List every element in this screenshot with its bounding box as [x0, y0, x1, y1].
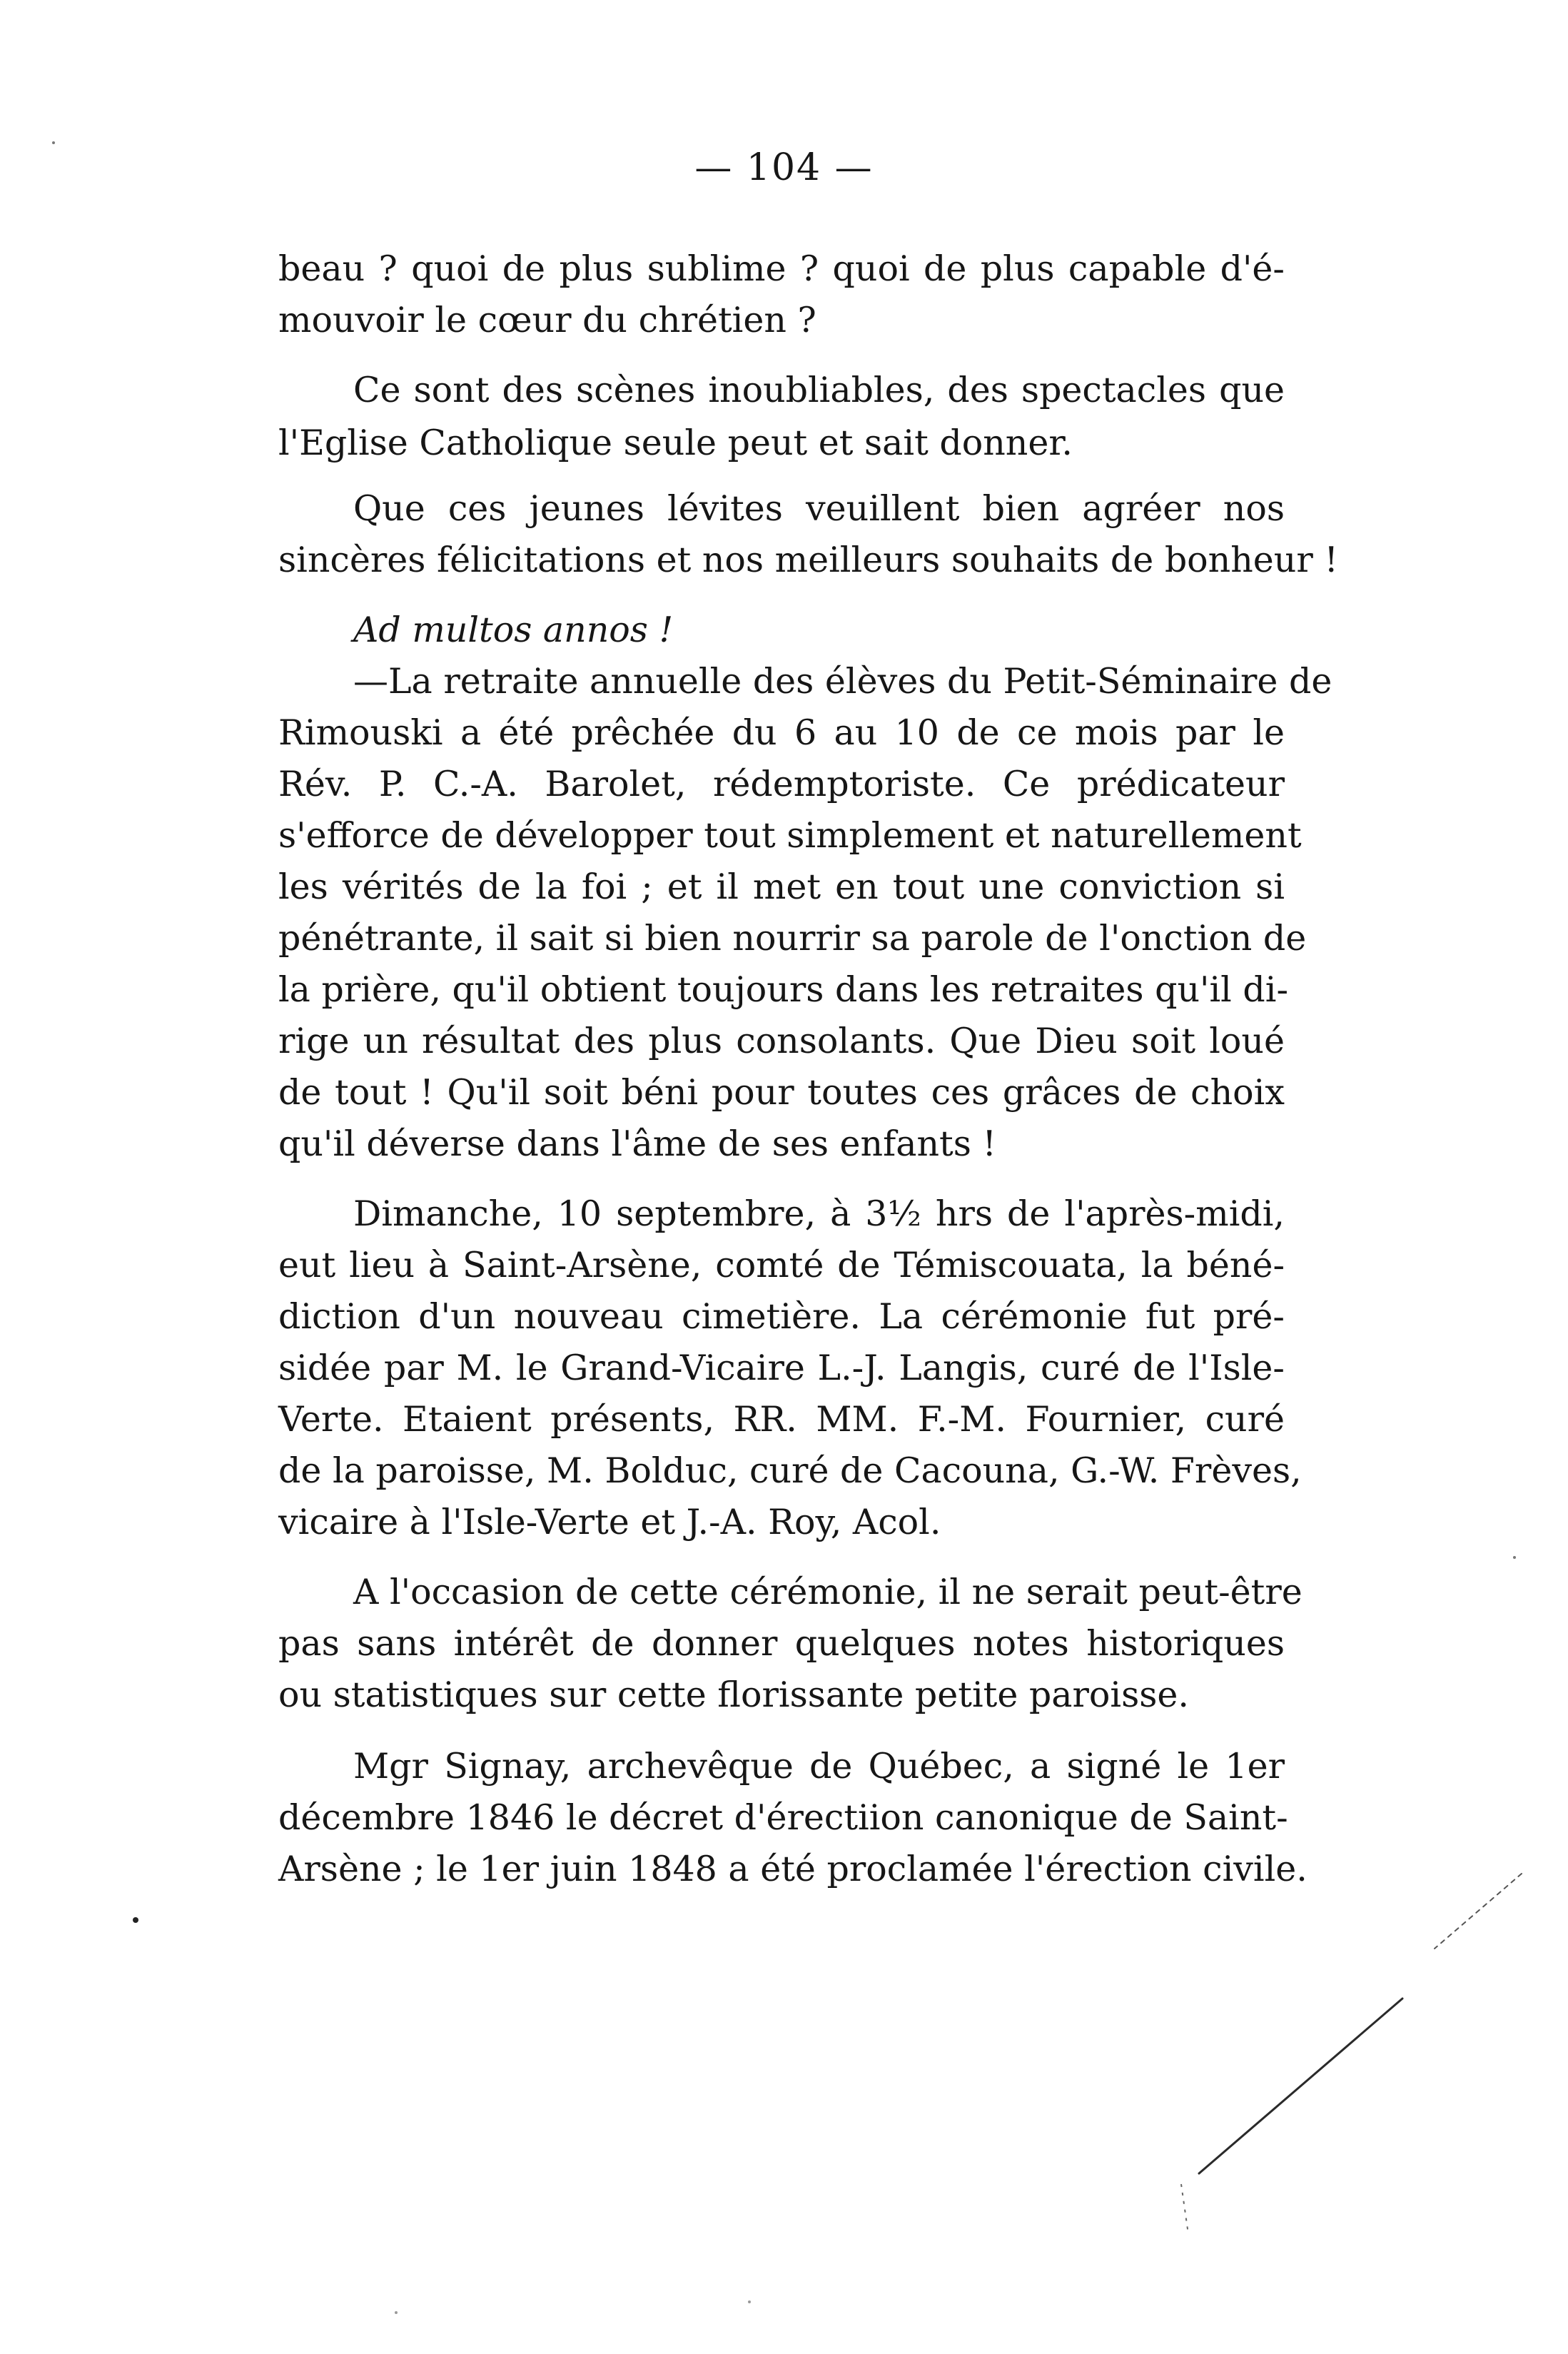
text-line: la prière, qu'il obtient toujours dans les retraites qu'il di- [278, 969, 1288, 1010]
text-line: les vérités de la foi ; et il met en tout une conviction si [278, 867, 1285, 907]
text-line: Que ces jeunes lévites veuillent bien agréer nos [353, 488, 1285, 529]
text-line: A l'occasion de cette cérémonie, il ne serait peut-être [353, 1572, 1303, 1612]
text-line: l'Eglise Catholique seule peut et sait donner. [278, 423, 1073, 463]
text-line: sincères félicitations et nos meilleurs souhaits de bonheur ! [278, 540, 1339, 580]
text-line: rige un résultat des plus consolants. Que Dieu soit loué [278, 1021, 1285, 1061]
text-line: qu'il déverse dans l'âme de ses enfants ! [278, 1123, 997, 1164]
text-line: Ce sont des scènes inoubliables, des spectacles que [353, 370, 1285, 410]
text-line: s'efforce de développer tout simplement et naturellement [278, 815, 1302, 856]
text-line: de tout ! Qu'il soit béni pour toutes ces grâces de choix [278, 1072, 1285, 1113]
text-line: beau ? quoi de plus sublime ? quoi de plus capable d'é- [278, 248, 1285, 289]
text-line: de la paroisse, M. Bolduc, curé de Cacouna, G.-W. Frèves, [278, 1450, 1302, 1491]
text-line: Rév. P. C.-A. Barolet, rédemptoriste. Ce prédicateur [278, 764, 1285, 804]
scan-dot [748, 2300, 751, 2303]
text-line: Dimanche, 10 septembre, à 3½ hrs de l'après-midi, [353, 1193, 1285, 1234]
scan-dot [1513, 1556, 1516, 1559]
scan-stroke [1199, 1999, 1402, 2173]
text-line: pénétrante, il sait si bien nourrir sa parole de l'onction de [278, 918, 1307, 959]
scan-dot [395, 2311, 398, 2314]
scan-stroke [1435, 1874, 1522, 1949]
scan-stroke [1181, 2184, 1188, 2234]
text-line: Verte. Etaient présents, RR. MM. F.-M. Fournier, curé [278, 1399, 1285, 1440]
text-line: diction d'un nouveau cimetière. La cérémonie fut pré- [278, 1296, 1285, 1337]
scan-dot [52, 141, 55, 144]
text-line: Ad multos annos ! [353, 610, 674, 650]
text-line: Arsène ; le 1er juin 1848 a été proclamée l'érection civile. [278, 1849, 1307, 1889]
text-line: pas sans intérêt de donner quelques notes historiques [278, 1623, 1285, 1664]
scan-dot [133, 1917, 138, 1923]
text-line: eut lieu à Saint-Arsène, comté de Témiscouata, la béné- [278, 1245, 1285, 1285]
text-line: sidée par M. le Grand-Vicaire L.-J. Langis, curé de l'Isle- [278, 1348, 1285, 1388]
text-line: Mgr Signay, archevêque de Québec, a signé le 1er [353, 1746, 1285, 1787]
text-line: décembre 1846 le décret d'érectiion canonique de Saint- [278, 1797, 1288, 1838]
text-line: mouvoir le cœur du chrétien ? [278, 300, 816, 340]
page-number: — 104 — [694, 146, 874, 189]
text-line: Rimouski a été prêchée du 6 au 10 de ce mois par le [278, 712, 1285, 753]
text-line: —La retraite annuelle des élèves du Petit-Séminaire de [353, 661, 1332, 702]
text-line: ou statistiques sur cette florissante petite paroisse. [278, 1674, 1189, 1715]
text-line: vicaire à l'Isle-Verte et J.-A. Roy, Acol. [278, 1502, 941, 1542]
